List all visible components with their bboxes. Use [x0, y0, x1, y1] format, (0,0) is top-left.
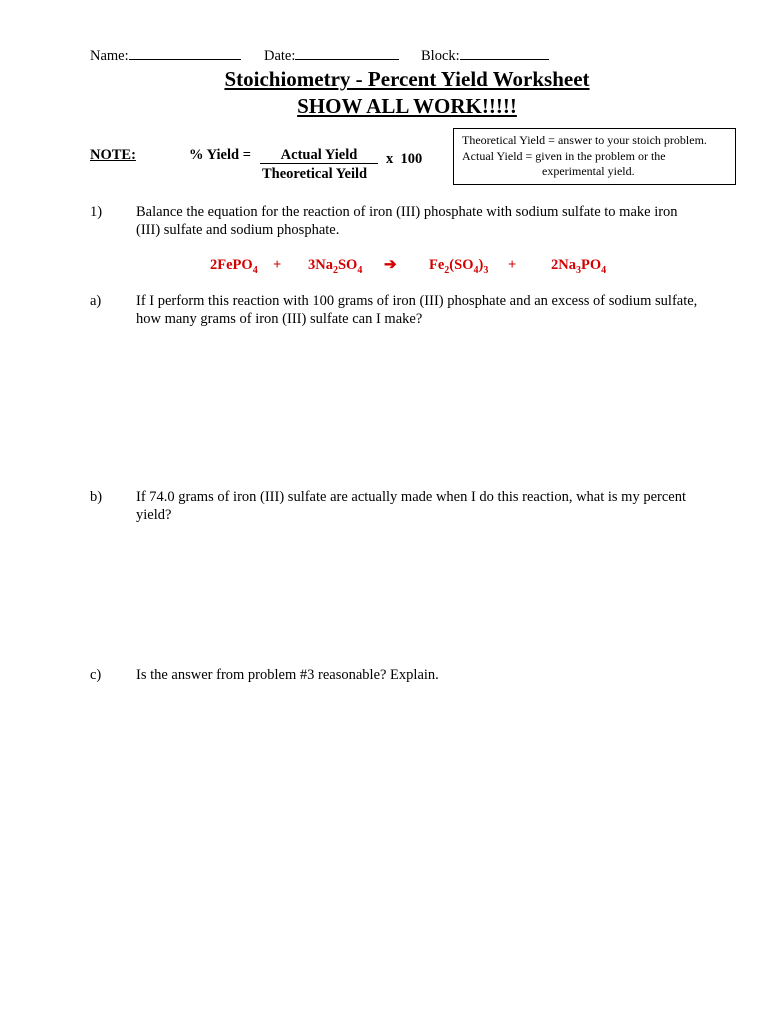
part-c-label: c) — [90, 667, 102, 683]
formula-numerator: Actual Yield — [260, 147, 378, 164]
worksheet-title: Stoichiometry - Percent Yield Worksheet — [224, 67, 590, 91]
date-field[interactable] — [264, 46, 399, 65]
part-a-text-line2: how many grams of iron (III) sulfate can I make? — [136, 311, 423, 327]
date-blank[interactable] — [295, 46, 399, 60]
problem-number: 1) — [90, 204, 103, 220]
block-label: Block: — [421, 48, 460, 64]
name-field[interactable] — [90, 46, 241, 65]
worksheet-subtitle: SHOW ALL WORK!!!!! — [297, 94, 517, 118]
date-label: Date: — [264, 48, 296, 64]
name-label: Name: — [90, 48, 129, 64]
plus-sign-2: + — [508, 257, 517, 273]
block-blank[interactable] — [460, 46, 549, 60]
formula-denominator: Theoretical Yeild — [262, 166, 368, 182]
part-a-label: a) — [90, 293, 102, 309]
note-label: NOTE: — [90, 147, 136, 163]
formula-multiplier: x 100 — [386, 151, 423, 167]
part-a-text-line1: If I perform this reaction with 100 grams of iron (III) phosphate and an excess of sodium sulfate, — [136, 293, 698, 309]
definition-theoretical: Theoretical Yield = answer to your stoich problem. — [462, 133, 707, 147]
definition-actual: Actual Yield = given in the problem or the — [462, 148, 666, 163]
part-b-text-line1: If 74.0 grams of iron (III) sulfate are actually made when I do this reaction, what is my percent — [136, 489, 686, 505]
part-c-text-line1: Is the answer from problem #3 reasonable? Explain. — [136, 667, 439, 683]
block-field[interactable] — [421, 46, 549, 65]
problem-text-line2: (III) sulfate and sodium phosphate. — [136, 222, 340, 238]
reactant-sodium-sulfate: $3Na_2SO_4$ — [308, 257, 363, 276]
definitions-box — [453, 128, 736, 185]
name-blank[interactable] — [129, 46, 241, 60]
product-sodium-phosphate: $2Na_3PO_4$ — [551, 257, 607, 276]
reaction-arrow-icon: ➔ — [384, 257, 397, 273]
problem-text-line1: Balance the equation for the reaction of iron (III) phosphate with sodium sulfate to make iron — [136, 204, 678, 220]
part-b-label: b) — [90, 489, 103, 505]
percent-yield-label: % Yield = — [189, 147, 251, 163]
reactant-iron-phosphate: 2FePO$_4$ — [210, 257, 258, 276]
plus-sign-1: + — [273, 257, 282, 273]
definition-experimental: experimental yield. — [542, 164, 635, 178]
product-iron-sulfate: $Fe_2(SO_4)_3$ — [429, 257, 489, 276]
part-b-text-line2: yield? — [136, 507, 172, 523]
